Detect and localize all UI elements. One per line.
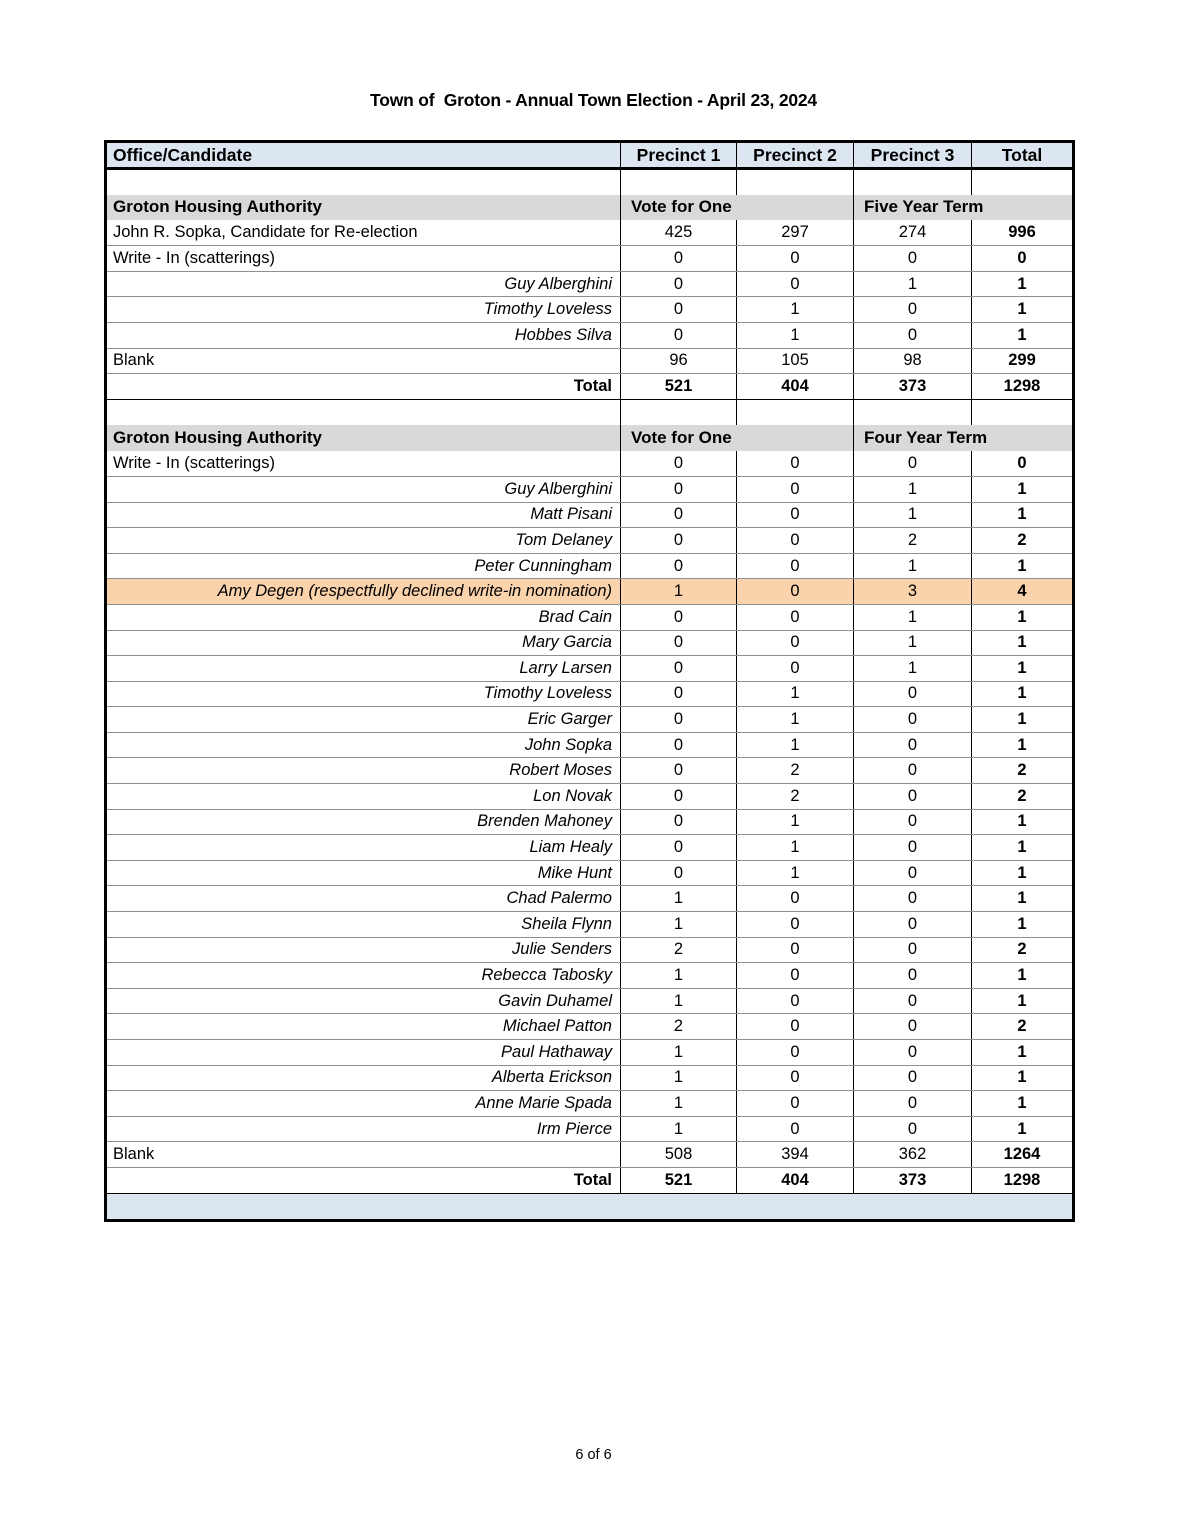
section-total-row [106,374,1074,400]
precinct-3-votes: 0 [854,809,972,835]
precinct-1-votes: 0 [621,553,737,579]
precinct-3-votes: 1 [854,553,972,579]
spacer-row [106,169,1074,195]
candidate-name-cell: Timothy Loveless [106,297,621,323]
total-votes: 1 [972,988,1074,1014]
total-votes: 1 [972,553,1074,579]
candidate-name-cell: Chad Palermo [106,886,621,912]
table-row [106,809,1074,835]
total-votes: 4 [972,579,1074,605]
total-votes: 996 [972,220,1074,246]
table-footer-band [106,1193,1074,1220]
table-footer-band-cell [106,1193,1074,1220]
total-votes: 2 [972,528,1074,554]
total-votes: 1 [972,297,1074,323]
section-office-name: Groton Housing Authority [106,195,621,221]
table-row [106,528,1074,554]
section-vote-instruction: Vote for One [621,425,854,451]
precinct-2-votes: 0 [737,271,854,297]
candidate-name-cell: Tom Delaney [106,528,621,554]
table-row [106,681,1074,707]
precinct-2-votes: 0 [737,246,854,272]
precinct-2-votes: 1 [737,835,854,861]
total-precinct-2: 404 [737,1167,854,1193]
section-header-row [106,425,1074,451]
precinct-3-votes: 362 [854,1142,972,1168]
candidate-name-cell: Anne Marie Spada [106,1091,621,1117]
precinct-1-votes: 1 [621,912,737,938]
precinct-1-votes: 0 [621,604,737,630]
precinct-3-votes: 1 [854,630,972,656]
precinct-1-votes: 2 [621,937,737,963]
total-grand: 1298 [972,1167,1074,1193]
precinct-3-votes: 0 [854,1065,972,1091]
precinct-3-votes: 0 [854,297,972,323]
table-row [106,1040,1074,1066]
total-votes: 1 [972,886,1074,912]
table-row [106,476,1074,502]
spacer-row [106,399,1074,425]
candidate-name-cell: John Sopka [106,732,621,758]
candidate-name-cell: John R. Sopka, Candidate for Re-election [106,220,621,246]
precinct-3-votes: 0 [854,886,972,912]
total-label: Total [106,1167,621,1193]
table-row [106,937,1074,963]
total-votes: 1 [972,732,1074,758]
candidate-name-cell: Brenden Mahoney [106,809,621,835]
precinct-1-votes: 425 [621,220,737,246]
precinct-3-votes: 0 [854,1091,972,1117]
precinct-2-votes: 1 [737,707,854,733]
total-precinct-1: 521 [621,1167,737,1193]
candidate-name-cell: Hobbes Silva [106,322,621,348]
total-votes: 2 [972,758,1074,784]
precinct-1-votes: 1 [621,886,737,912]
precinct-1-votes: 1 [621,1040,737,1066]
precinct-1-votes: 1 [621,1116,737,1142]
precinct-2-votes: 0 [737,1065,854,1091]
precinct-2-votes: 1 [737,860,854,886]
total-votes: 1 [972,1065,1074,1091]
spacer-cell [106,399,621,425]
precinct-2-votes: 0 [737,1116,854,1142]
precinct-3-votes: 0 [854,963,972,989]
candidate-name-cell: Timothy Loveless [106,681,621,707]
total-votes: 1 [972,1116,1074,1142]
precinct-3-votes: 1 [854,476,972,502]
precinct-1-votes: 0 [621,297,737,323]
total-precinct-3: 373 [854,374,972,400]
section-header-row [106,195,1074,221]
table-row [106,348,1074,374]
total-votes: 2 [972,784,1074,810]
precinct-1-votes: 0 [621,681,737,707]
section-total-row [106,1167,1074,1193]
column-header-precinct-3: Precinct 3 [854,142,972,169]
precinct-3-votes: 0 [854,707,972,733]
precinct-1-votes: 0 [621,758,737,784]
spacer-cell [106,169,621,195]
precinct-2-votes: 0 [737,937,854,963]
table-row [106,784,1074,810]
precinct-3-votes: 0 [854,937,972,963]
total-votes: 1 [972,963,1074,989]
candidate-name-cell: Guy Alberghini [106,271,621,297]
table-row [106,963,1074,989]
precinct-2-votes: 0 [737,988,854,1014]
precinct-1-votes: 508 [621,1142,737,1168]
total-votes: 1 [972,476,1074,502]
candidate-name-cell: Liam Healy [106,835,621,861]
total-votes: 1 [972,502,1074,528]
table-row [106,912,1074,938]
table-row [106,246,1074,272]
precinct-3-votes: 1 [854,656,972,682]
total-votes: 1 [972,630,1074,656]
precinct-1-votes: 0 [621,809,737,835]
precinct-2-votes: 0 [737,886,854,912]
total-votes: 1 [972,271,1074,297]
election-results-table [104,140,1075,1222]
precinct-1-votes: 1 [621,1065,737,1091]
precinct-1-votes: 0 [621,528,737,554]
table-row [106,271,1074,297]
table-row [106,886,1074,912]
precinct-3-votes: 0 [854,451,972,477]
precinct-1-votes: 0 [621,732,737,758]
table-row [106,707,1074,733]
total-votes: 1 [972,809,1074,835]
precinct-2-votes: 0 [737,579,854,605]
total-votes: 1 [972,835,1074,861]
precinct-3-votes: 0 [854,1116,972,1142]
candidate-name-cell: Michael Patton [106,1014,621,1040]
precinct-3-votes: 0 [854,784,972,810]
table-row [106,604,1074,630]
precinct-2-votes: 1 [737,297,854,323]
precinct-2-votes: 0 [737,476,854,502]
precinct-3-votes: 0 [854,835,972,861]
precinct-3-votes: 274 [854,220,972,246]
table-row [106,835,1074,861]
candidate-name-cell: Blank [106,1142,621,1168]
section-vote-instruction: Vote for One [621,195,854,221]
spacer-cell [621,399,737,425]
table-row [106,758,1074,784]
precinct-1-votes: 0 [621,476,737,502]
total-votes: 1 [972,912,1074,938]
candidate-name-cell: Irm Pierce [106,1116,621,1142]
precinct-3-votes: 0 [854,912,972,938]
table-row [106,297,1074,323]
candidate-name-cell: Robert Moses [106,758,621,784]
spacer-cell [737,399,854,425]
precinct-2-votes: 0 [737,604,854,630]
table-row [106,322,1074,348]
precinct-3-votes: 0 [854,681,972,707]
precinct-3-votes: 0 [854,322,972,348]
total-votes: 1 [972,1091,1074,1117]
precinct-3-votes: 1 [854,271,972,297]
column-header-precinct-2: Precinct 2 [737,142,854,169]
precinct-2-votes: 0 [737,1014,854,1040]
table-row [106,451,1074,477]
table-row [106,1116,1074,1142]
spacer-cell [621,169,737,195]
total-votes: 0 [972,246,1074,272]
total-votes: 1 [972,604,1074,630]
precinct-2-votes: 0 [737,630,854,656]
precinct-2-votes: 0 [737,553,854,579]
column-header-office-candidate: Office/Candidate [106,142,621,169]
candidate-name-cell: Mike Hunt [106,860,621,886]
table-row [106,502,1074,528]
section-term-length: Four Year Term [854,425,1074,451]
precinct-2-votes: 0 [737,1091,854,1117]
precinct-2-votes: 0 [737,528,854,554]
precinct-2-votes: 0 [737,502,854,528]
total-grand: 1298 [972,374,1074,400]
total-votes: 2 [972,937,1074,963]
candidate-name-cell: Write - In (scatterings) [106,451,621,477]
precinct-3-votes: 0 [854,758,972,784]
precinct-3-votes: 2 [854,528,972,554]
precinct-3-votes: 0 [854,860,972,886]
candidate-name-cell: Eric Garger [106,707,621,733]
candidate-name-cell: Guy Alberghini [106,476,621,502]
table-row [106,579,1074,605]
precinct-3-votes: 1 [854,502,972,528]
total-votes: 1 [972,681,1074,707]
table-row [106,988,1074,1014]
precinct-3-votes: 0 [854,246,972,272]
page-number-footer: 6 of 6 [575,1447,612,1463]
candidate-name-cell: Write - In (scatterings) [106,246,621,272]
total-precinct-3: 373 [854,1167,972,1193]
precinct-2-votes: 105 [737,348,854,374]
precinct-1-votes: 0 [621,860,737,886]
candidate-name-cell: Mary Garcia [106,630,621,656]
precinct-1-votes: 0 [621,271,737,297]
candidate-name-cell: Brad Cain [106,604,621,630]
precinct-1-votes: 0 [621,502,737,528]
total-votes: 1 [972,322,1074,348]
spacer-cell [972,399,1074,425]
table-row [106,1091,1074,1117]
precinct-2-votes: 2 [737,784,854,810]
precinct-1-votes: 1 [621,988,737,1014]
candidate-name-cell: Amy Degen (respectfully declined write-in nomination) [106,579,621,605]
precinct-1-votes: 1 [621,963,737,989]
candidate-name-cell: Larry Larsen [106,656,621,682]
candidate-name-cell: Lon Novak [106,784,621,810]
candidate-name-cell: Julie Senders [106,937,621,963]
table-row [106,860,1074,886]
precinct-2-votes: 1 [737,809,854,835]
total-votes: 299 [972,348,1074,374]
total-votes: 1 [972,707,1074,733]
spacer-cell [854,399,972,425]
precinct-1-votes: 0 [621,707,737,733]
precinct-2-votes: 1 [737,681,854,707]
table-row [106,732,1074,758]
table-row [106,1142,1074,1168]
precinct-1-votes: 0 [621,835,737,861]
total-votes: 1 [972,1040,1074,1066]
total-votes: 0 [972,451,1074,477]
page-title: Town of Groton - Annual Town Election - April 23, 2024 [370,90,817,110]
candidate-name-cell: Peter Cunningham [106,553,621,579]
precinct-1-votes: 0 [621,784,737,810]
precinct-1-votes: 96 [621,348,737,374]
table-row [106,553,1074,579]
precinct-1-votes: 0 [621,322,737,348]
total-votes: 1 [972,656,1074,682]
precinct-2-votes: 297 [737,220,854,246]
total-votes: 2 [972,1014,1074,1040]
total-precinct-2: 404 [737,374,854,400]
precinct-2-votes: 0 [737,963,854,989]
total-label: Total [106,374,621,400]
spacer-cell [972,169,1074,195]
precinct-2-votes: 1 [737,732,854,758]
table-row [106,1014,1074,1040]
precinct-1-votes: 1 [621,1091,737,1117]
precinct-3-votes: 3 [854,579,972,605]
table-row [106,656,1074,682]
precinct-1-votes: 0 [621,246,737,272]
precinct-2-votes: 0 [737,656,854,682]
table-row [106,220,1074,246]
candidate-name-cell: Rebecca Tabosky [106,963,621,989]
spacer-cell [854,169,972,195]
precinct-2-votes: 2 [737,758,854,784]
precinct-2-votes: 394 [737,1142,854,1168]
precinct-1-votes: 0 [621,451,737,477]
total-votes: 1264 [972,1142,1074,1168]
total-votes: 1 [972,860,1074,886]
precinct-1-votes: 2 [621,1014,737,1040]
table-row [106,630,1074,656]
precinct-3-votes: 1 [854,604,972,630]
spacer-cell [737,169,854,195]
table-header-row [106,142,1074,169]
table-row [106,1065,1074,1091]
precinct-3-votes: 0 [854,1014,972,1040]
precinct-3-votes: 0 [854,732,972,758]
candidate-name-cell: Alberta Erickson [106,1065,621,1091]
election-results-table-wrapper [104,140,1072,1222]
precinct-1-votes: 0 [621,656,737,682]
precinct-3-votes: 0 [854,1040,972,1066]
precinct-2-votes: 0 [737,1040,854,1066]
precinct-2-votes: 1 [737,322,854,348]
section-office-name: Groton Housing Authority [106,425,621,451]
candidate-name-cell: Sheila Flynn [106,912,621,938]
precinct-3-votes: 98 [854,348,972,374]
column-header-precinct-1: Precinct 1 [621,142,737,169]
candidate-name-cell: Paul Hathaway [106,1040,621,1066]
precinct-1-votes: 1 [621,579,737,605]
candidate-name-cell: Blank [106,348,621,374]
precinct-2-votes: 0 [737,912,854,938]
precinct-2-votes: 0 [737,451,854,477]
section-term-length: Five Year Term [854,195,1074,221]
precinct-3-votes: 0 [854,988,972,1014]
column-header-total: Total [972,142,1074,169]
total-precinct-1: 521 [621,374,737,400]
precinct-1-votes: 0 [621,630,737,656]
candidate-name-cell: Gavin Duhamel [106,988,621,1014]
candidate-name-cell: Matt Pisani [106,502,621,528]
